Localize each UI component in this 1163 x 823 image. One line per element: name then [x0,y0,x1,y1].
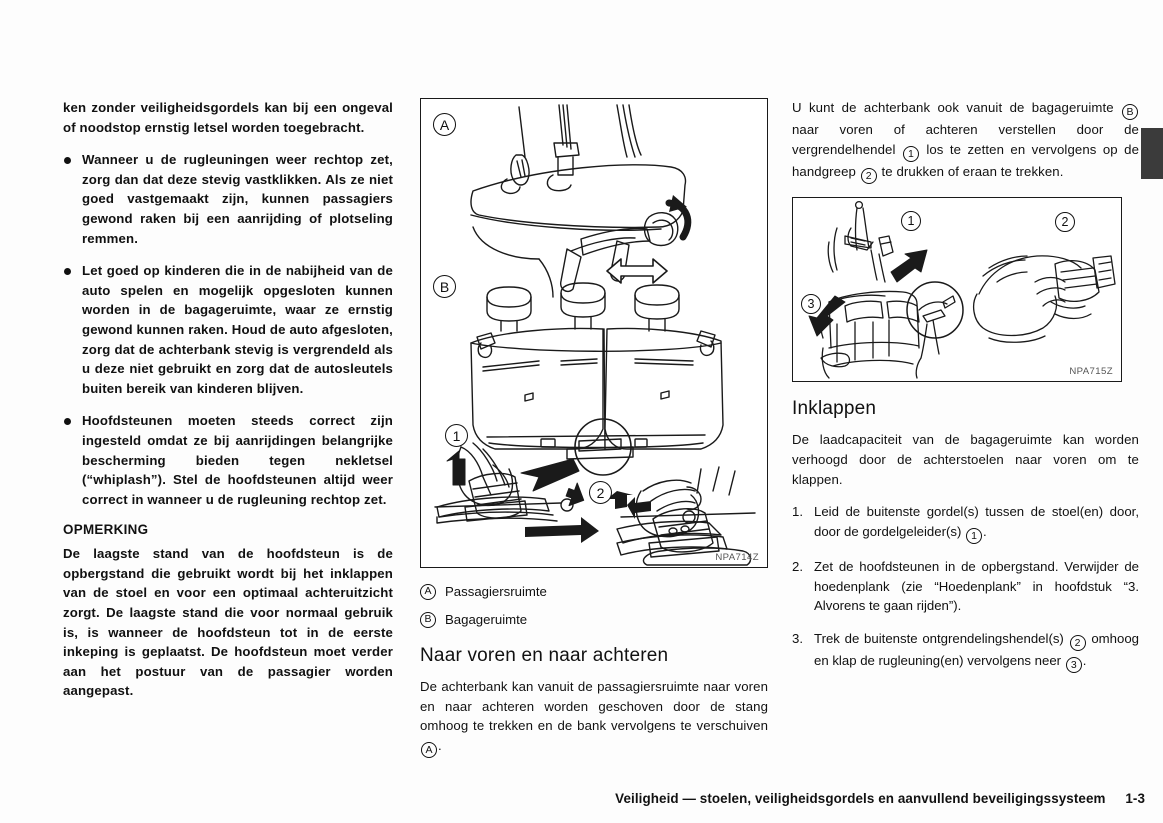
warning-text: Let goed op kinderen die in de nabijheid van de auto spelen en mogelijk opgesloten kunnen worden in de bagageruimte, waar ze ernstig gewond kunnen raken. Houd de auto afgesloten, zorg dat de achterbank stevig is vergrendeld als u deze niet gebruikt en zorg dat de autosleutels buiten bereik van kinderen blijven. [82,263,393,396]
circled-number-1-inline: 1 [903,146,919,162]
figure-lever-operation [792,197,1122,382]
section-title-inklappen: Inklappen [792,398,877,420]
step-text-part2: . [983,523,987,539]
section-body-naar-voren [420,677,768,758]
bullet-icon [64,418,71,425]
edge-index-tab [1141,128,1163,179]
intro-part3: los te zetten en vervolgens op de handgreep [792,141,1139,180]
circled-number-1-inline: 1 [966,528,982,544]
figure-tag-2: 2 [1055,212,1075,232]
step-text-part1: Zet de hoofdsteunen in de opbergstand. Verwijder de hoedenplank (zie “Hoedenplank” in hoofdstuk “3. Alvorens te gaan rijden”). [814,558,1139,614]
intro-part2: naar voren of achteren verstellen door de vergrendelhendel [792,122,1139,157]
circled-letter-b-inline: B [1122,104,1138,120]
warning-list [63,150,393,509]
step-item-1 [792,502,1139,544]
step-item-3 [792,629,1139,674]
body-text-part1: De achterbank kan vanuit de passagiersruimte naar voren en naar achteren worden geschoven door de stang omhoog te trekken en de bank vervolgens te verschuiven [420,679,768,734]
inklappen-intro: De laadcapaciteit van de bagageruimte kan worden verhoogd door de achterstoelen naar voren om te klappen. [792,432,1139,487]
section-title-naar-voren: Naar voren en naar achteren [420,645,669,666]
circled-letter-b: B [420,612,436,628]
circled-number-2-inline: 2 [1070,635,1086,651]
legend-item-b [420,610,768,629]
warning-item [63,411,393,509]
intro-paragraph [792,98,1139,184]
figure-tag-1: 1 [901,211,921,231]
figure-code: NPA715Z [1069,366,1113,378]
circled-number-2-inline: 2 [861,168,877,184]
warning-text: Wanneer u de rugleuningen weer rechtop zet, zorg dan dat deze stevig vastklikken. Als ze niet goed vastgemaakt zijn, kunnen passagiers gewond raken bij een aanrijding of plotseling remmen. [82,152,393,246]
step-text-part1: Leid de buitenste gordel(s) tussen de stoel(en) door, door de gordelgeleider(s) [814,504,1139,539]
page-footer [0,791,1145,806]
figure-tag-a: A [433,113,456,136]
body-text-part2: . [438,737,442,753]
legend-label: Passagiersruimte [445,584,547,599]
figure-code: NPA714Z [715,552,759,563]
step-text-part3: . [1082,653,1087,668]
figure-tag-1: 1 [445,424,468,447]
bullet-icon [64,157,71,164]
warning-item [63,261,393,398]
step-text-part2: omhoog en klap de rugleuning(en) vervolgens neer [814,630,1139,668]
intro-part4: te drukken of eraan te trekken. [877,164,1064,180]
page-number: 1-3 [1125,791,1145,806]
step-number: 1. [792,504,803,520]
note-heading: OPMERKING [63,522,149,538]
circled-letter-a: A [420,584,436,600]
note-body: De laagste stand van de hoofdsteun is de opbergstand die gebruikt wordt bij het inklappen van de stoel en voor een optimaal achteruitzicht zorgt. De laagste stand die voor normaal gebruik is, is wanneer de hoofdsteun tot in de eerste inkeping is geplaatst. De hoofdsteun moet verder aan het postuur van de passagier worden aangepast. [63,546,393,699]
step-number: 2. [792,558,803,574]
figure-tag-3: 3 [801,294,821,314]
figure-seat-adjustment [420,98,768,568]
circled-letter-a-inline: A [421,742,437,758]
middle-column [420,98,768,758]
step-text-part1: Trek de buitenste ontgrendelingshendel(s) [814,630,1069,646]
left-column [63,98,393,701]
inklappen-steps [792,502,1139,673]
step-item-2 [792,557,1139,616]
warning-item [63,150,393,248]
step-number: 3. [792,630,803,646]
warning-text: Hoofdsteunen moeten steeds correct zijn ingesteld omdat ze bij aanrijdingen belangrijke bescherming bieden tegen nekletsel (“whiplash”). Stel de hoofdsteunen altijd weer correct in wanneer u de rugleuning rechtop zet. [82,413,393,507]
circled-number-3-inline: 3 [1066,657,1082,673]
figure-legend [420,582,768,629]
bullet-icon [64,268,71,275]
legend-item-a [420,582,768,601]
footer-title: Veiligheid — stoelen, veiligheidsgordels en aanvullend beveiligingssysteem [615,791,1106,806]
legend-label: Bagageruimte [445,612,528,627]
figure-tag-2: 2 [589,481,612,504]
figure-tag-b: B [433,275,456,298]
intro-part1: U kunt de achterbank ook vanuit de bagageruimte [792,100,1121,115]
continued-paragraph: ken zonder veiligheidsgordels kan bij een ongeval of noodstop ernstig letsel worden toegebracht. [63,100,393,135]
right-column [792,98,1139,686]
